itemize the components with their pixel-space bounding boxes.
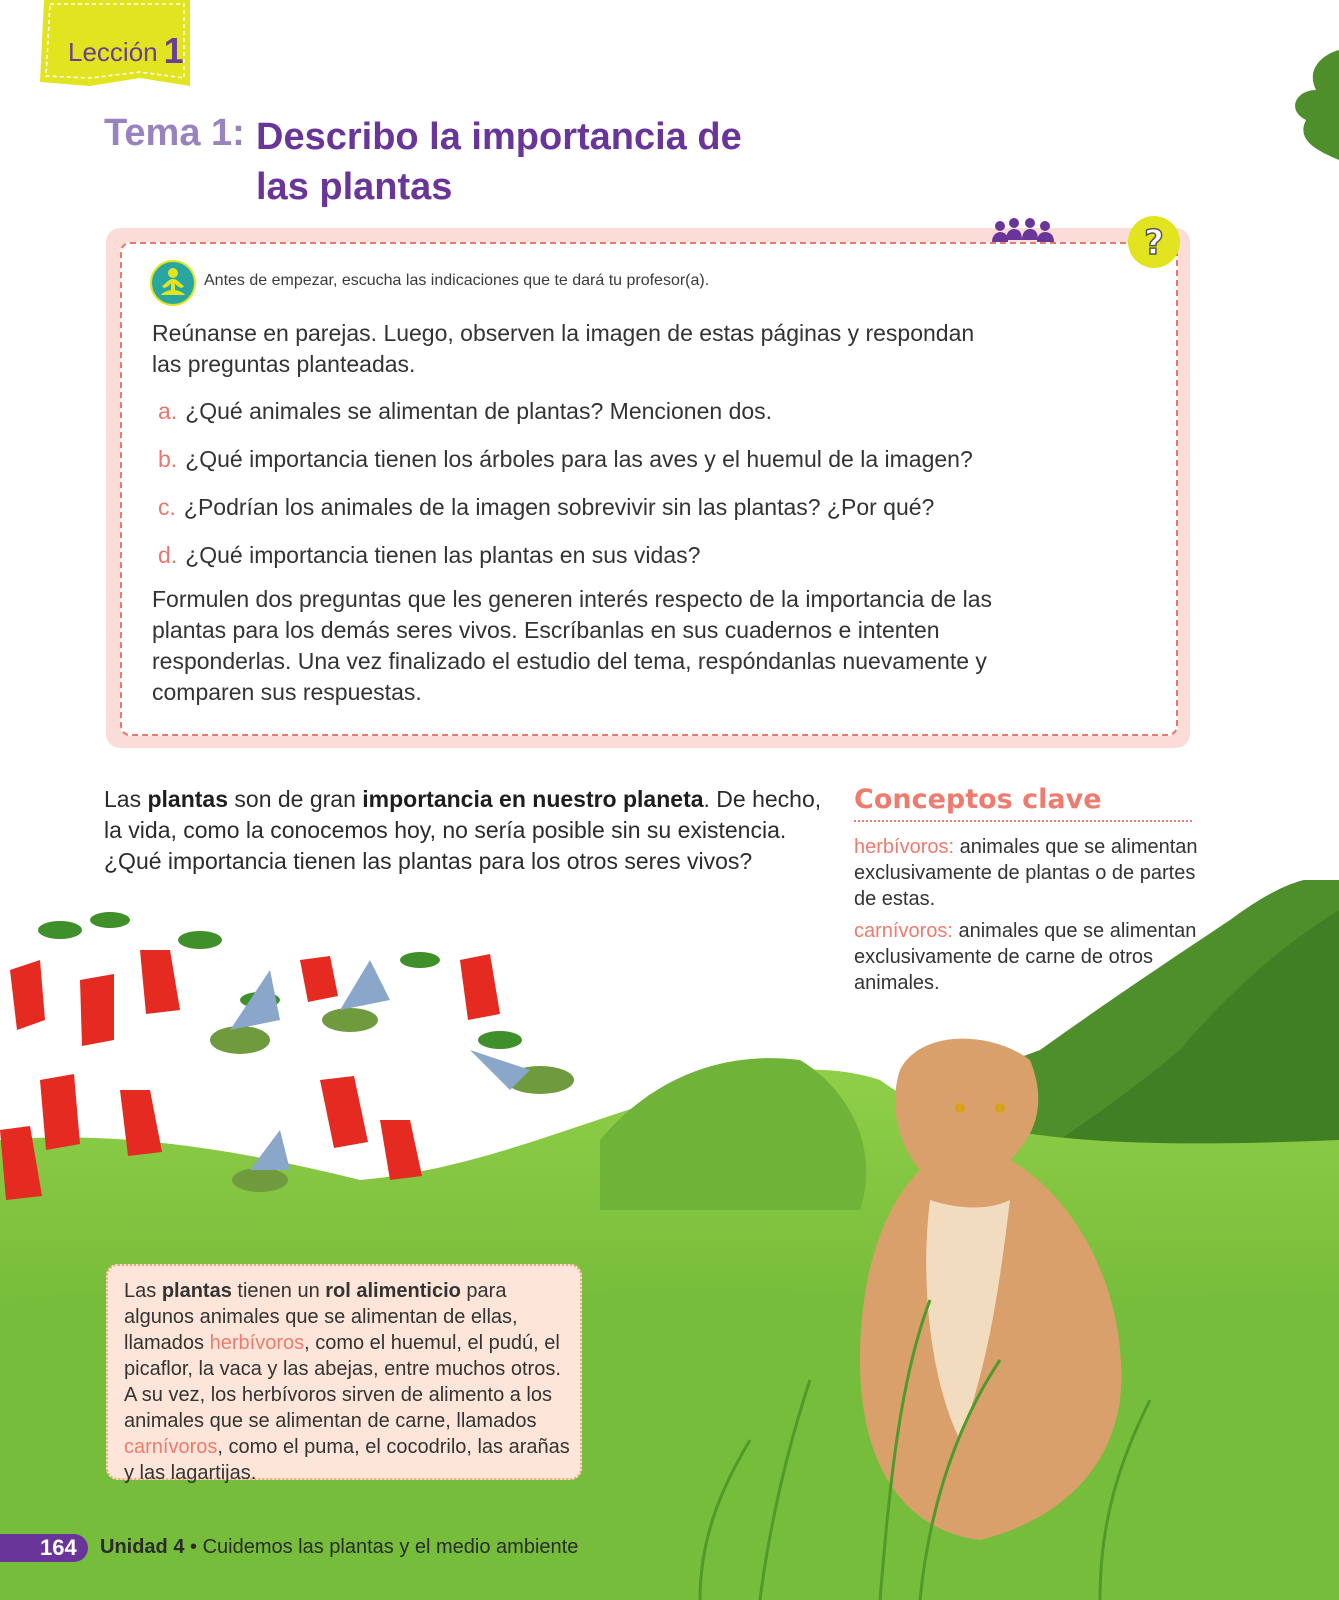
- concept-term: carnívoros:: [854, 920, 953, 942]
- lesson-word: Lección: [68, 37, 158, 67]
- footer-unit-title: [100, 1536, 578, 1559]
- group-people-icon: [988, 216, 1058, 246]
- text-run: . De hecho, la vida, como la conocemos hoy, no sería posible sin su existencia. ¿Qué importancia tienen las plantas para los otros seres vivos?: [104, 786, 822, 874]
- foliage-decoration: [1276, 50, 1339, 160]
- text-run: para algunos animales que se alimentan de ellas, llamados: [124, 1280, 518, 1354]
- bold-run: rol alimenticio: [325, 1280, 461, 1302]
- topic-label: Tema 1:: [104, 112, 245, 154]
- concept-term: herbívoros:: [854, 836, 955, 858]
- text-run: , como el puma, el cocodrilo, las arañas y las lagartijas.: [124, 1436, 570, 1484]
- meditation-person-icon: [150, 260, 196, 306]
- text-run: tienen un: [231, 1280, 326, 1302]
- svg-text:?: ?: [1144, 223, 1164, 263]
- footer-separator: •: [184, 1536, 203, 1558]
- info-card-text: [124, 1278, 574, 1486]
- text-run: son de gran: [228, 786, 363, 812]
- text-run: , como el huemul, el pudú, el picaflor, la vaca y las abejas, entre muchos otros. A su vez, los herbívoros sirven de alimento a los animales que se alimentan de carne, llamados: [124, 1332, 561, 1432]
- question-text: ¿Qué importancia tienen las plantas en sus vidas?: [185, 542, 701, 568]
- unit-label: Unidad 4: [100, 1536, 185, 1558]
- activity-intro: Reúnanse en parejas. Luego, observen la imagen de estas páginas y respondan las preguntas planteadas.: [152, 320, 975, 377]
- bold-run: plantas: [161, 1280, 232, 1302]
- question-text: ¿Podrían los animales de la imagen sobrevivir sin las plantas? ¿Por qué?: [183, 494, 935, 520]
- question-text: ¿Qué animales se alimentan de plantas? Mencionen dos.: [185, 398, 773, 424]
- question-item: [158, 398, 772, 425]
- bold-run: plantas: [147, 786, 229, 812]
- question-letter: c.: [158, 494, 176, 520]
- page-number: 164: [40, 1535, 77, 1560]
- question-mark-icon: [1126, 214, 1182, 270]
- question-letter: d.: [158, 542, 178, 568]
- concept-definition: [854, 834, 1199, 912]
- teacher-instruction: Antes de empezar, escucha las indicaciones que te dará tu profesor(a).: [204, 272, 710, 289]
- text-run: Las: [104, 786, 148, 812]
- page-title: Describo la importancia de las plantas: [256, 116, 742, 208]
- question-item: [158, 494, 934, 521]
- highlight-term: herbívoros: [209, 1332, 305, 1354]
- text-run: Las: [124, 1280, 162, 1302]
- dotted-divider: [854, 820, 1192, 822]
- main-paragraph: [104, 784, 824, 877]
- question-item: [158, 542, 700, 569]
- question-letter: b.: [158, 446, 178, 472]
- question-text: ¿Qué importancia tienen los árboles para las aves y el huemul de la imagen?: [185, 446, 973, 472]
- unit-title: Cuidemos las plantas y el medio ambiente: [202, 1536, 579, 1558]
- concept-text: animales que se alimentan exclusivamente de plantas o de partes de estas.: [854, 836, 1198, 910]
- lesson-number: 1: [163, 30, 184, 71]
- question-letter: a.: [158, 398, 178, 424]
- question-item: [158, 446, 973, 473]
- key-concepts-title: Conceptos clave: [854, 784, 1102, 815]
- concept-definition: [854, 918, 1199, 996]
- bold-run: importancia en nuestro planeta: [362, 786, 704, 812]
- concept-text: animales que se alimentan exclusivamente de carne de otros animales.: [854, 920, 1197, 994]
- highlight-term: carnívoros: [124, 1436, 218, 1458]
- lesson-label: [68, 30, 184, 72]
- activity-closing: Formulen dos preguntas que les generen interés respecto de la importancia de las plantas para los demás seres vivos. Escríbanlas en sus cuadernos e intenten responderlas. Una vez finalizado el estudio del tema, respóndanlas nuevamente y comparen sus respuestas.: [152, 586, 992, 705]
